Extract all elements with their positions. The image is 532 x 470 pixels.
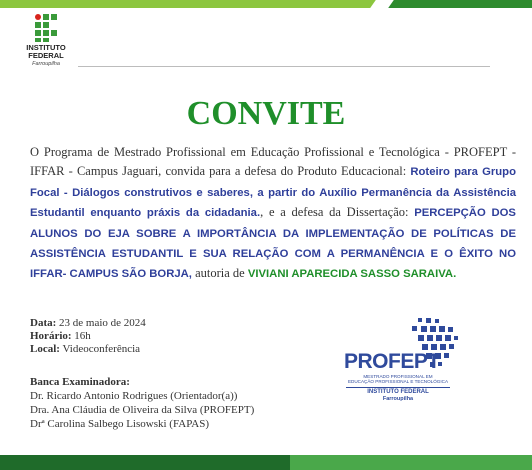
invitation-title: CONVITE: [186, 95, 346, 132]
author-name: VIVIANI APARECIDA SASSO SARAIVA.: [247, 268, 457, 281]
profept-wordmark: PROFEPT: [344, 350, 440, 373]
logo-name: [14, 44, 78, 60]
invitation-intro: O Programa de Mestrado Profissional em Educação Profissional e Tecnológica - PROFEPT - IFFAR - Campus Jaguari, convida para a defesa do Produto Educacional:: [30, 145, 516, 179]
board-member: Drª Carolina Salbego Lisowski (FAPAS): [30, 418, 210, 430]
profept-subtitle: MESTRADO PROFISSIONAL EM EDUCAÇÃO PROFISSIONAL E TECNOLÓGICA: [347, 374, 449, 385]
header-divider: [78, 66, 490, 67]
logo-name-line-2: FEDERAL: [28, 51, 64, 60]
invitation-text: [30, 143, 516, 285]
event-date: Data: 23 de maio de 2024: [30, 317, 146, 329]
examining-board: [30, 375, 254, 431]
bottom-bar-light: [290, 455, 532, 470]
instituto-federal-logo-icon: [35, 14, 57, 42]
instituto-federal-logo: [14, 14, 78, 67]
bottom-bar-dark: [0, 455, 290, 470]
logo-name-line-1: INSTITUTO: [26, 43, 66, 52]
invitation-authorship: autoria de: [191, 266, 248, 281]
bottom-bar: [0, 455, 532, 470]
profept-campus: Farroupilha: [382, 396, 414, 402]
board-member: Dra. Ana Cláudia de Oliveira da Silva (PROFEPT): [30, 404, 255, 416]
dissertation-title: PERCEPÇÃO DOS ALUNOS DO EJA SOBRE A IMPORTÂNCIA DA IMPLEMENTAÇÃO DE POLÍTICAS DE ASSISTÊNCIA ESTUDANTIL E SUA RELAÇÃO COM A PERMANÊNCIA E O ÊXITO NO IFFAR- CAMPUS SÃO BORJA,: [30, 207, 516, 281]
event-place: Local: Videoconferência: [30, 343, 141, 355]
top-stripe-dark: [382, 0, 532, 8]
board-title: Banca Examinadora:: [30, 376, 130, 388]
profept-institute: INSTITUTO FEDERAL: [346, 387, 450, 396]
invitation-connector: , e a defesa da Dissertação:: [260, 205, 415, 220]
product-title: Roteiro para Grupo Focal - Diálogos construtivos e saberes, a partir do Auxílio Permanência da Assistência Estudantil enquanto práxis da cidadania.: [30, 166, 516, 220]
top-stripe: [0, 0, 532, 8]
event-time: Horário: 16h: [30, 330, 91, 342]
logo-campus: Farroupilha: [32, 61, 60, 67]
event-details: [30, 317, 146, 356]
board-member: Dr. Ricardo Antonio Rodrigues (Orientador(a)): [30, 390, 238, 402]
profept-logo: [340, 318, 460, 410]
top-stripe-light: [0, 0, 382, 8]
